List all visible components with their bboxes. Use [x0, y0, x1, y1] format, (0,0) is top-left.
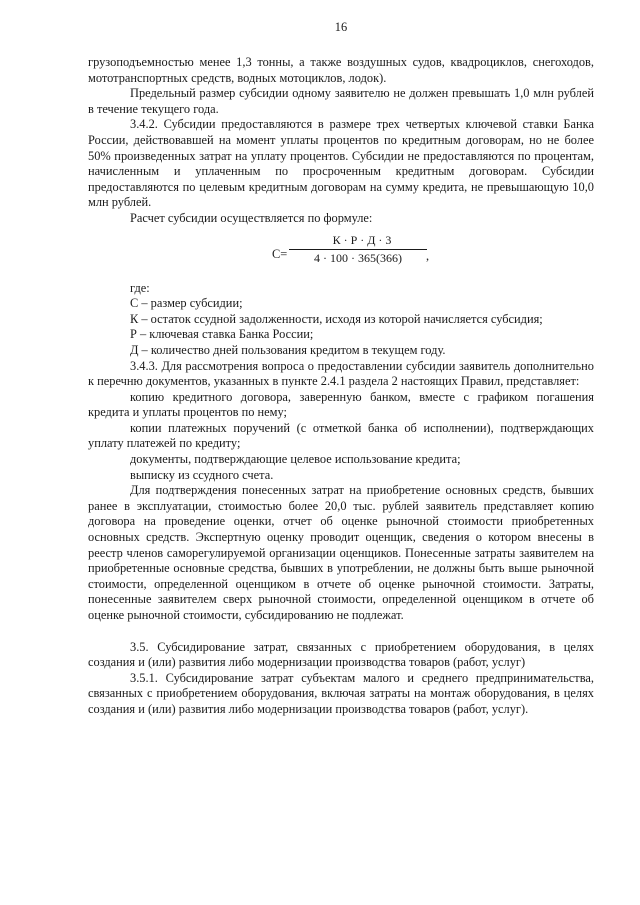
formula-denominator: 4 · 100 · 365(366)	[314, 251, 402, 266]
paragraph: копию кредитного договора, заверенную банком, вместе с графиком погашения кредита и уплаты процентов по нему;	[88, 389, 594, 420]
paragraph: Р – ключевая ставка Банка России;	[130, 327, 314, 342]
formula-trailing: ,	[426, 248, 430, 263]
paragraph: копии платежных поручений (с отметкой банка об исполнении), подтверждающих уплату платежей по кредиту;	[88, 420, 594, 451]
paragraph: Для подтверждения понесенных затрат на приобретение основных средств, бывших ранее в эксплуатации, стоимостью более 20,0 тыс. рублей заявитель представляет копию договора на проведение оценки, отчет об оценке рыночной стоимости приобретенных основных средств. Экспертную оценку проводит оценщик, сведения о котором внесены в реестр членов саморегулируемой организации оценщиков. Понесенные затраты заявителем на приобретенные основные средства, бывших в употреблении, не должны быть выше рыночной стоимости, определенной оценщиком в отчете об оценке рыночной стоимости. Затраты, понесенные заявителем сверх рыночной стоимости, определенной оценщиком в отчете об оценке рыночной стоимости, субсидированию не подлежат.	[88, 483, 594, 622]
paragraph: Предельный размер субсидии одному заявителю не должен превышать 1,0 млн рублей в течение текущего года.	[88, 86, 594, 116]
paragraph: где:	[130, 280, 150, 295]
paragraph: Д – количество дней пользования кредитом в текущем году.	[130, 342, 446, 357]
formula-numerator: К · Р · Д · 3	[332, 232, 392, 247]
document-body	[88, 55, 594, 718]
paragraph: Расчет субсидии осуществляется по формуле:	[130, 210, 373, 225]
page-number: 16	[334, 20, 348, 34]
formula-fraction	[289, 232, 430, 267]
paragraph: 3.4.2. Субсидии предоставляются в размере трех четвертых ключевой ставки Банка России, действовавшей на момент уплаты процентов по кредитным договорам, но не более 50% произведенных затрат на уплату процентов. Субсидии не предоставляются по процентам, начисленным и уплаченным по просроченным кредитным договорам. Субсидии предоставляются по целевым кредитным договорам на сумму кредита, не превышающую 10,0 млн рублей.	[88, 117, 594, 210]
paragraph: выписку из ссудного счета.	[130, 467, 274, 482]
paragraph: С – размер субсидии;	[130, 296, 243, 311]
paragraph: грузоподъемностью менее 1,3 тонны, а также воздушных судов, квадроциклов, снегоходов, мототранспортных средств, водных мотоциклов, лодок).	[88, 55, 594, 85]
paragraph: 3.5.1. Субсидирование затрат субъектам малого и среднего предпринимательства, связанных с приобретением оборудования, включая затраты на монтаж оборудования, в целях создания и (или) развития либо модернизации производства товаров (работ, услуг).	[88, 670, 594, 716]
subsidy-formula	[88, 233, 594, 279]
paragraph: К – остаток ссудной задолженности, исходя из которой начисляется субсидия;	[130, 311, 543, 326]
section-spacer	[88, 624, 594, 640]
paragraph: 3.4.3. Для рассмотрения вопроса о предоставлении субсидии заявитель дополнительно к перечню документов, указанных в пункте 2.4.1 раздела 2 настоящих Правил, представляет:	[88, 358, 594, 389]
section-heading: 3.5. Субсидирование затрат, связанных с приобретением оборудования, в целях создания и (или) развития либо модернизации производства товаров (работ, услуг)	[88, 639, 594, 670]
formula-lhs: С=	[272, 246, 288, 261]
paragraph: документы, подтверждающие целевое использование кредита;	[130, 452, 461, 467]
fraction-bar	[289, 249, 427, 250]
